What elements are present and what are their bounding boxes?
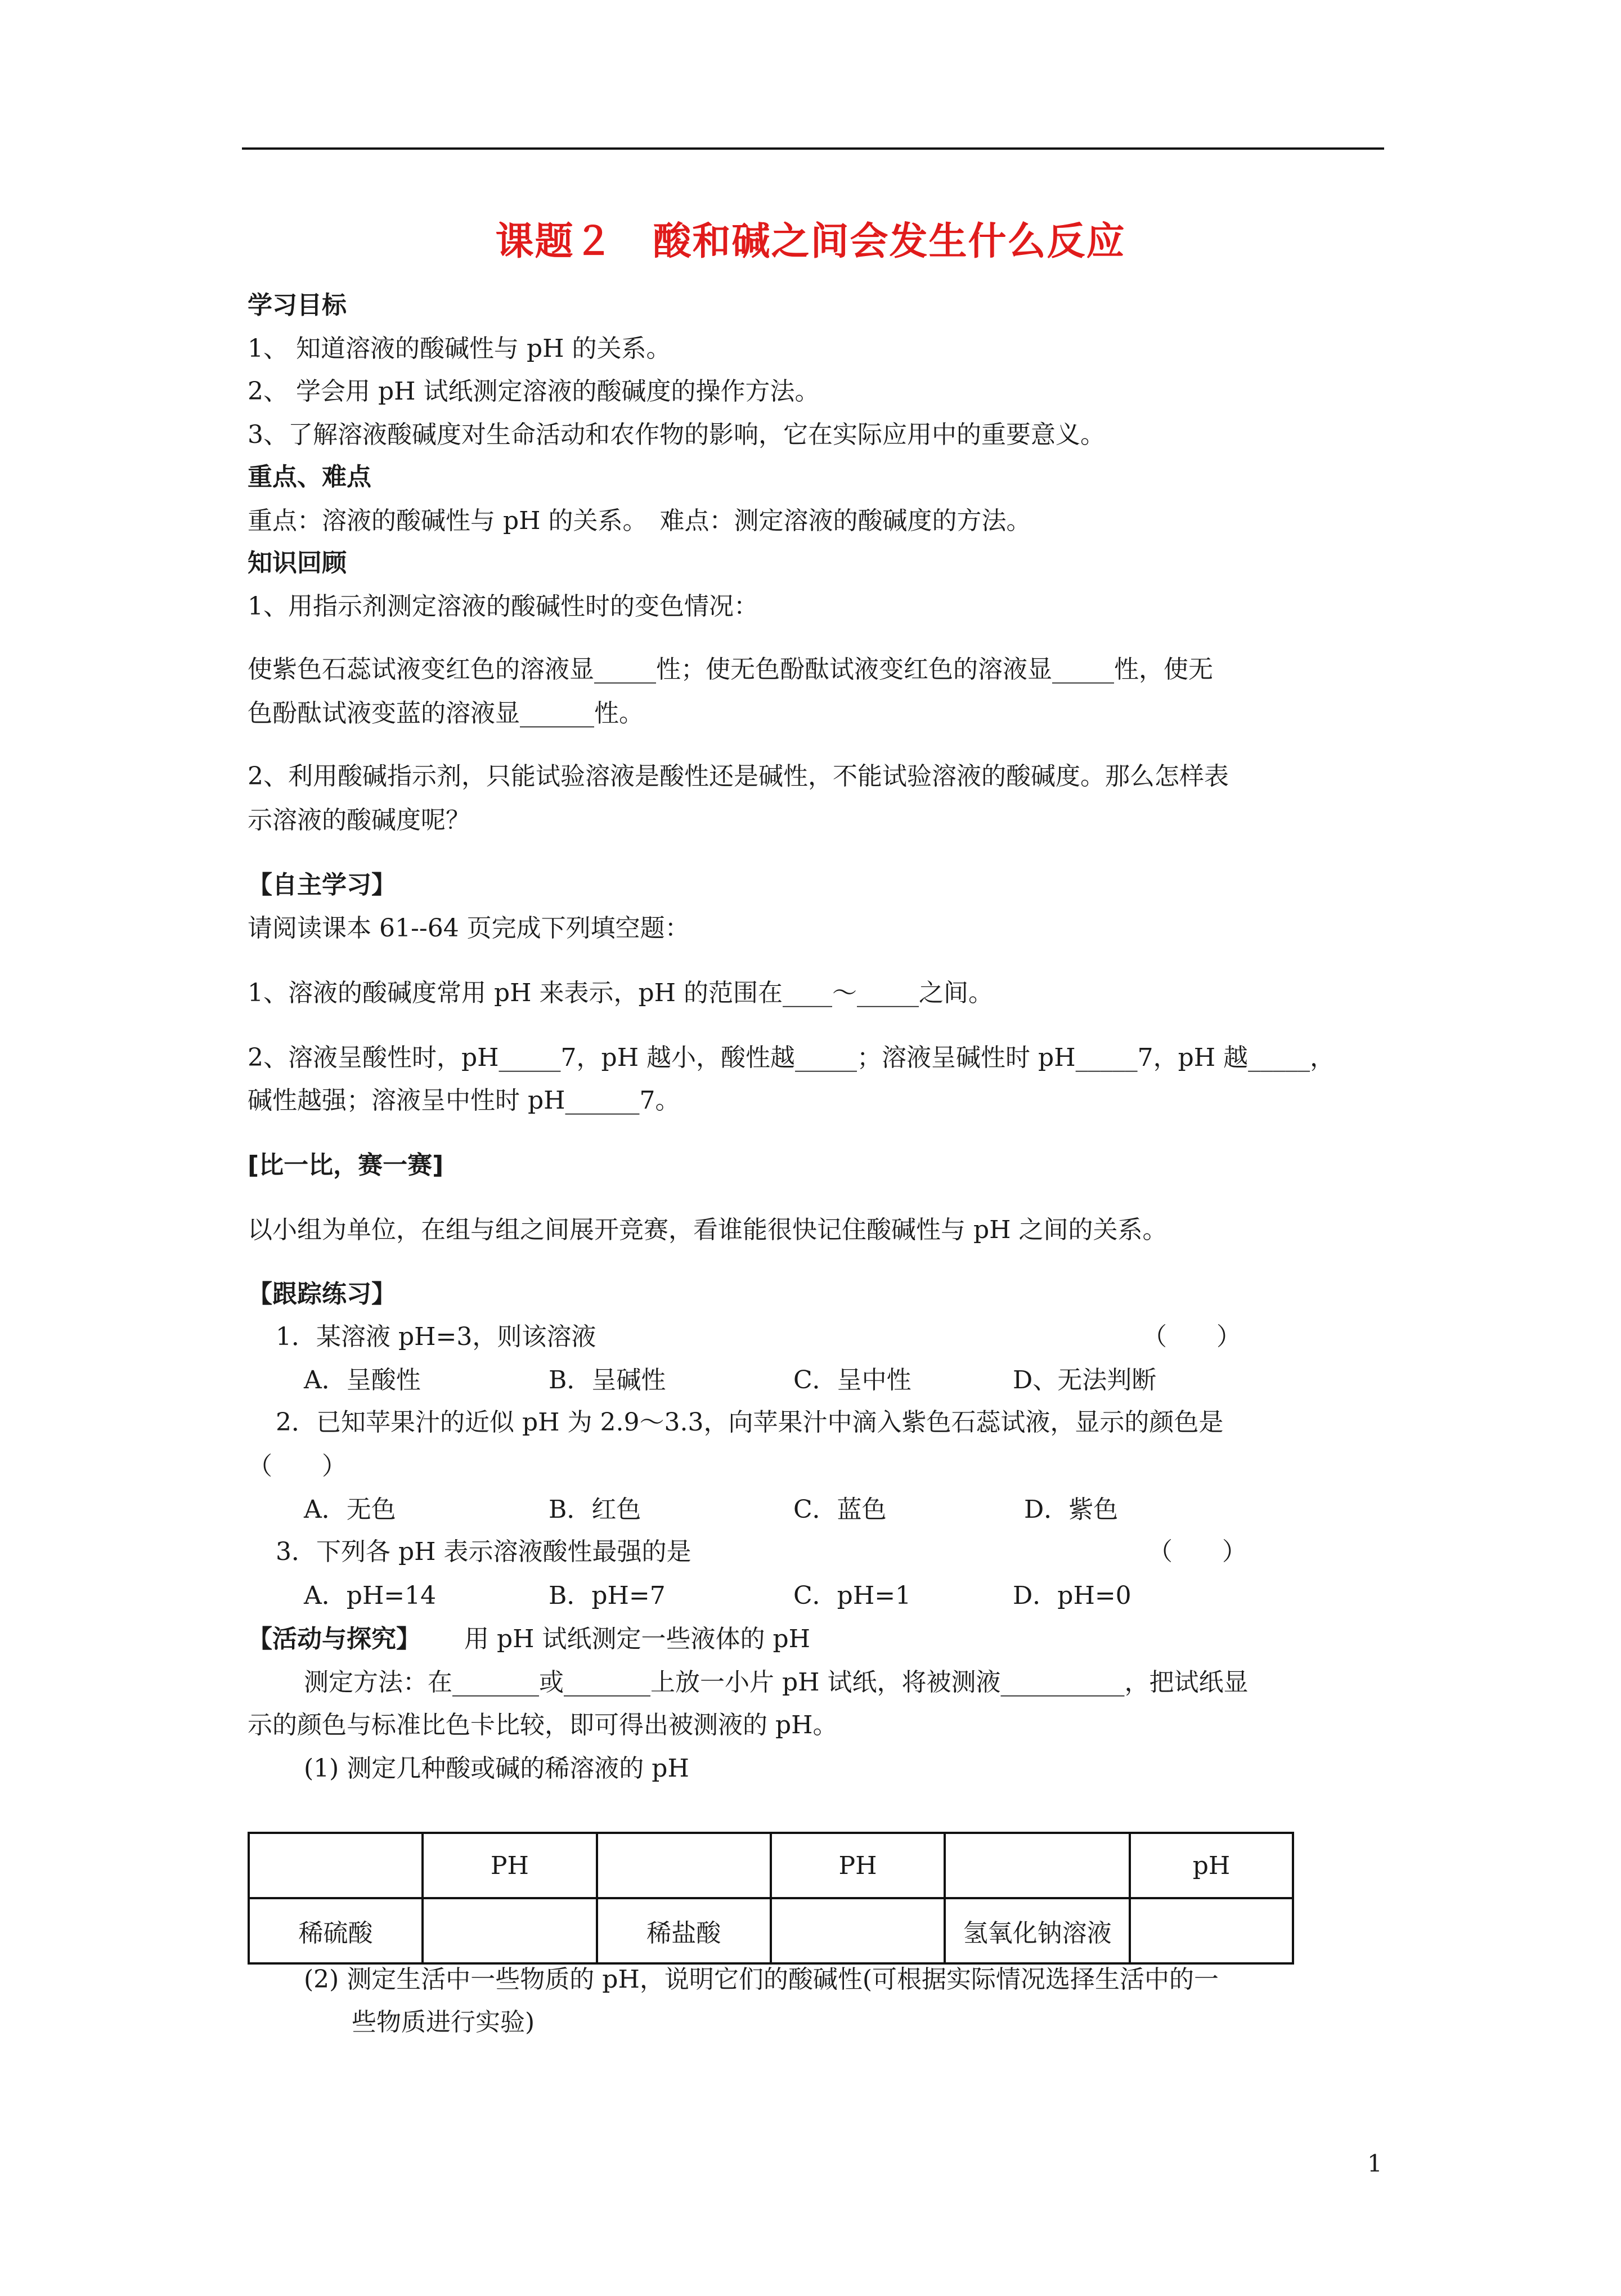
question-1-option-c: C．呈中性 xyxy=(793,1366,911,1394)
table-cell xyxy=(945,1833,1130,1898)
activity-method-line-2: 示的颜色与标准比色卡比较，即可得出被测液的 pH。 xyxy=(248,1711,838,1739)
page-title: 课题２ 酸和碱之间会发生什么反应 xyxy=(495,219,1126,264)
table-cell xyxy=(249,1833,423,1898)
keypoints-text: 重点：溶液的酸碱性与 pH 的关系。 难点：测定溶液的酸碱度的方法。 xyxy=(248,506,1031,535)
table-row xyxy=(249,1898,1293,1963)
section-heading-compete: [比一比，赛一赛] xyxy=(248,1151,444,1180)
section-heading-self-study: 【自主学习】 xyxy=(248,871,396,899)
question-1: 1．某溶液 pH=3，则该溶液 xyxy=(276,1322,596,1351)
activity-step-2-line-2: 些物质进行实验) xyxy=(352,2008,535,2037)
review-fill-line-1: 使紫色石蕊试液变红色的溶液显_____性；使无色酚酞试液变红色的溶液显_____性，使无 xyxy=(248,655,1213,684)
question-3-option-a: A．pH=14 xyxy=(304,1581,437,1610)
activity-title: 用 pH 试纸测定一些液体的 pH xyxy=(464,1625,811,1653)
table-cell xyxy=(1130,1898,1293,1963)
table-cell: 稀盐酸 xyxy=(597,1898,771,1963)
question-1-option-a: A．呈酸性 xyxy=(304,1366,421,1394)
question-2-option-d: D．紫色 xyxy=(1024,1495,1119,1524)
table-row xyxy=(249,1833,1293,1898)
section-heading-review: 知识回顾 xyxy=(248,549,347,577)
question-2-option-a: A．无色 xyxy=(304,1495,396,1524)
ph-table xyxy=(248,1832,1294,1965)
table-cell: 稀硫酸 xyxy=(249,1898,423,1963)
question-3-option-b: B．pH=7 xyxy=(549,1581,666,1610)
review-2-line-1: 2、利用酸碱指示剂，只能试验溶液是酸性还是碱性，不能试验溶液的酸碱度。那么怎样表 xyxy=(248,762,1229,791)
question-2-line-1: 2．已知苹果汁的近似 pH 为 2.9～3.3，向苹果汁中滴入紫色石蕊试液，显示的颜色是 xyxy=(276,1408,1224,1437)
table-cell: PH xyxy=(423,1833,597,1898)
question-3-answer-blank: （ ） xyxy=(1148,1537,1247,1566)
question-3-option-c: C．pH=1 xyxy=(793,1581,911,1610)
section-heading-keypoints: 重点、难点 xyxy=(248,463,371,491)
goal-2: 2、 学会用 pH 试纸测定溶液的酸碱度的操作方法。 xyxy=(248,377,820,406)
page-number: 1 xyxy=(1367,2150,1382,2177)
section-heading-goals: 学习目标 xyxy=(248,291,347,320)
review-fill-line-2: 色酚酞试液变蓝的溶液显______性。 xyxy=(248,699,644,728)
review-1: 1、用指示剂测定溶液的酸碱性时的变色情况： xyxy=(248,592,758,621)
header-rule xyxy=(242,147,1384,150)
compete-text: 以小组为单位，在组与组之间展开竞赛，看谁能很快记住酸碱性与 pH 之间的关系。 xyxy=(248,1216,1168,1244)
section-heading-practice: 【跟踪练习】 xyxy=(248,1280,396,1308)
activity-step-2-line-1: (2) 测定生活中一些物质的 pH，说明它们的酸碱性(可根据实际情况选择生活中的一 xyxy=(304,1965,1219,1994)
question-1-answer-blank: （ ） xyxy=(1142,1322,1241,1351)
table-cell xyxy=(771,1898,945,1963)
section-heading-activity: 【活动与探究】 xyxy=(248,1625,421,1653)
goal-3: 3、了解溶液酸碱度对生命活动和农作物的影响，它在实际应用中的重要意义。 xyxy=(248,420,1105,449)
review-2-line-2: 示溶液的酸碱度呢？ xyxy=(248,806,470,835)
table-cell: PH xyxy=(771,1833,945,1898)
self-study-2-line-2: 碱性越强；溶液呈中性时 pH______7。 xyxy=(248,1086,680,1115)
question-2-option-c: C．蓝色 xyxy=(793,1495,887,1524)
table-cell xyxy=(423,1898,597,1963)
activity-method-line-1: 测定方法：在_______或_______上放一小片 pH 试纸，将被测液__________，把试纸显 xyxy=(304,1668,1249,1697)
goal-1: 1、 知道溶液的酸碱性与 pH 的关系。 xyxy=(248,334,671,363)
question-1-option-d: D、无法判断 xyxy=(1013,1366,1157,1394)
question-2-option-b: B．红色 xyxy=(549,1495,641,1524)
question-3: 3．下列各 pH 表示溶液酸性最强的是 xyxy=(276,1537,691,1566)
table-cell xyxy=(597,1833,771,1898)
table-cell: pH xyxy=(1130,1833,1293,1898)
self-study-intro: 请阅读课本 61--64 页完成下列填空题： xyxy=(248,914,690,943)
self-study-1: 1、溶液的酸碱度常用 pH 来表示，pH 的范围在____～_____之间。 xyxy=(248,979,994,1007)
question-1-option-b: B．呈碱性 xyxy=(549,1366,666,1394)
activity-step-1: (1) 测定几种酸或碱的稀溶液的 pH xyxy=(304,1754,689,1783)
question-3-option-d: D．pH=0 xyxy=(1013,1581,1131,1610)
table-cell: 氢氧化钠溶液 xyxy=(945,1898,1130,1963)
question-2-answer-blank: （ ） xyxy=(248,1452,347,1481)
self-study-2-line-1: 2、溶液呈酸性时，pH_____7，pH 越小，酸性越_____；溶液呈碱性时 pH_____7，pH 越_____， xyxy=(248,1043,1335,1072)
